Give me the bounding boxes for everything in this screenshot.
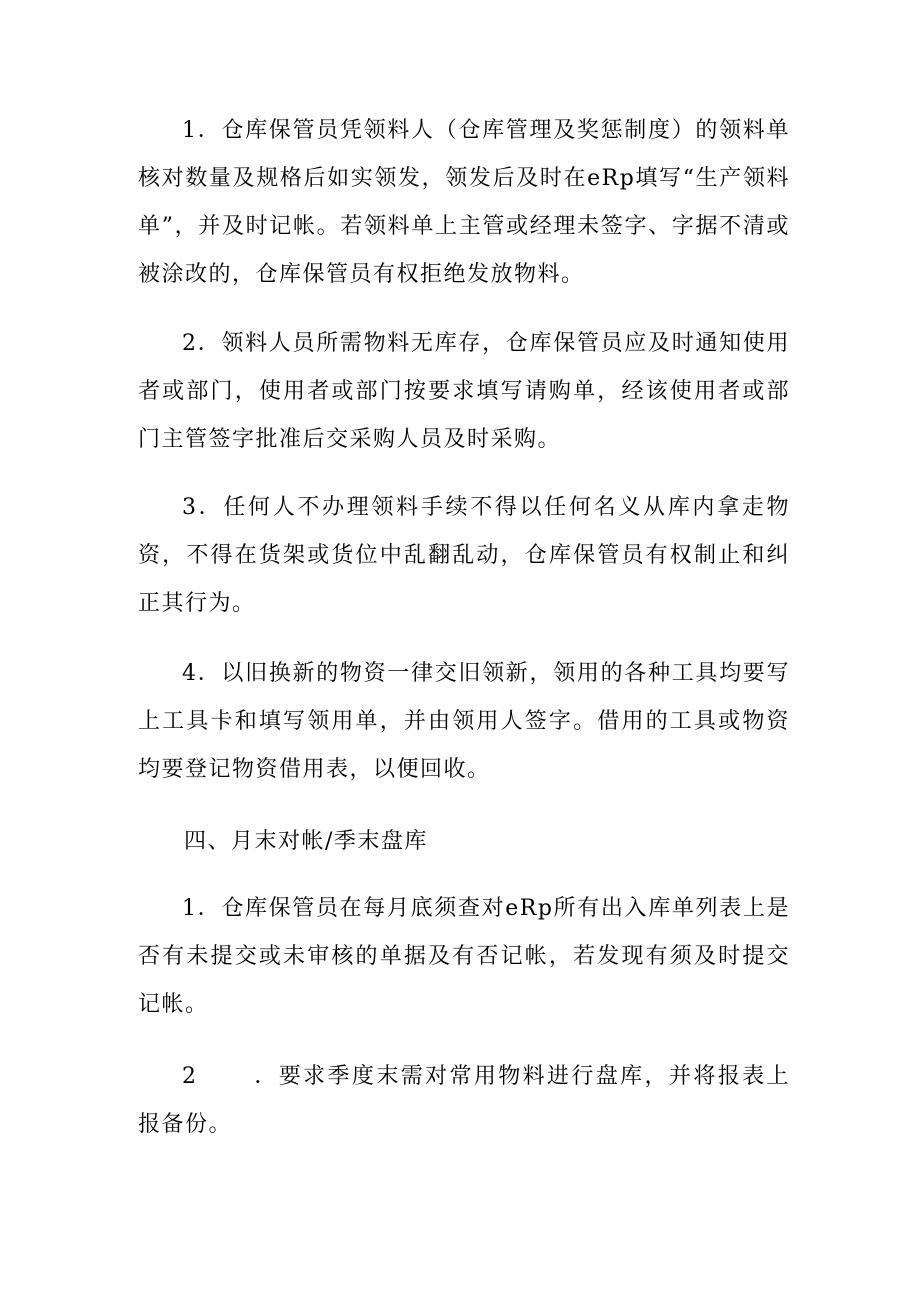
- paragraph-text: ．要求季度末需对常用物料进行盘库，并将报表上报备份。: [138, 1064, 790, 1137]
- paragraph-2: 2．领料人员所需物料无库存，仓库保管员应及时通知使用者或部门，使用者或部门按要求填写请购单，经该使用者或部门主管签字批准后交采购人员及时采购。: [138, 331, 790, 452]
- paragraph-3: 3．任何人不办理领料手续不得以任何名义从库内拿走物资，不得在货架或货位中乱翻乱动，仓库保管员有权制止和纠正其行为。: [138, 495, 790, 616]
- section-paragraph-2: [138, 1053, 790, 1149]
- paragraph-number: 2: [182, 1064, 198, 1089]
- section-heading: 四、月末对帐/季末盘库: [184, 829, 428, 854]
- section-paragraph-1: 1．仓库保管员在每月底须查对eRp所有出入库单列表上是否有未提交或未审核的单据及有否记帐，若发现有须及时提交记帐。: [138, 896, 790, 1017]
- paragraph-4: 4．以旧换新的物资一律交旧领新，领用的各种工具均要写上工具卡和填写领用单，并由领用人签字。借用的工具或物资均要登记物资借用表，以便回收。: [138, 661, 790, 782]
- paragraph-1: 1．仓库保管员凭领料人（仓库管理及奖惩制度）的领料单核对数量及规格后如实领发，领发后及时在eRp填写“生产领料单”，并及时记帐。若领料单上主管或经理未签字、字据不清或被涂改的，仓库保管员有权拒绝发放物料。: [138, 118, 790, 287]
